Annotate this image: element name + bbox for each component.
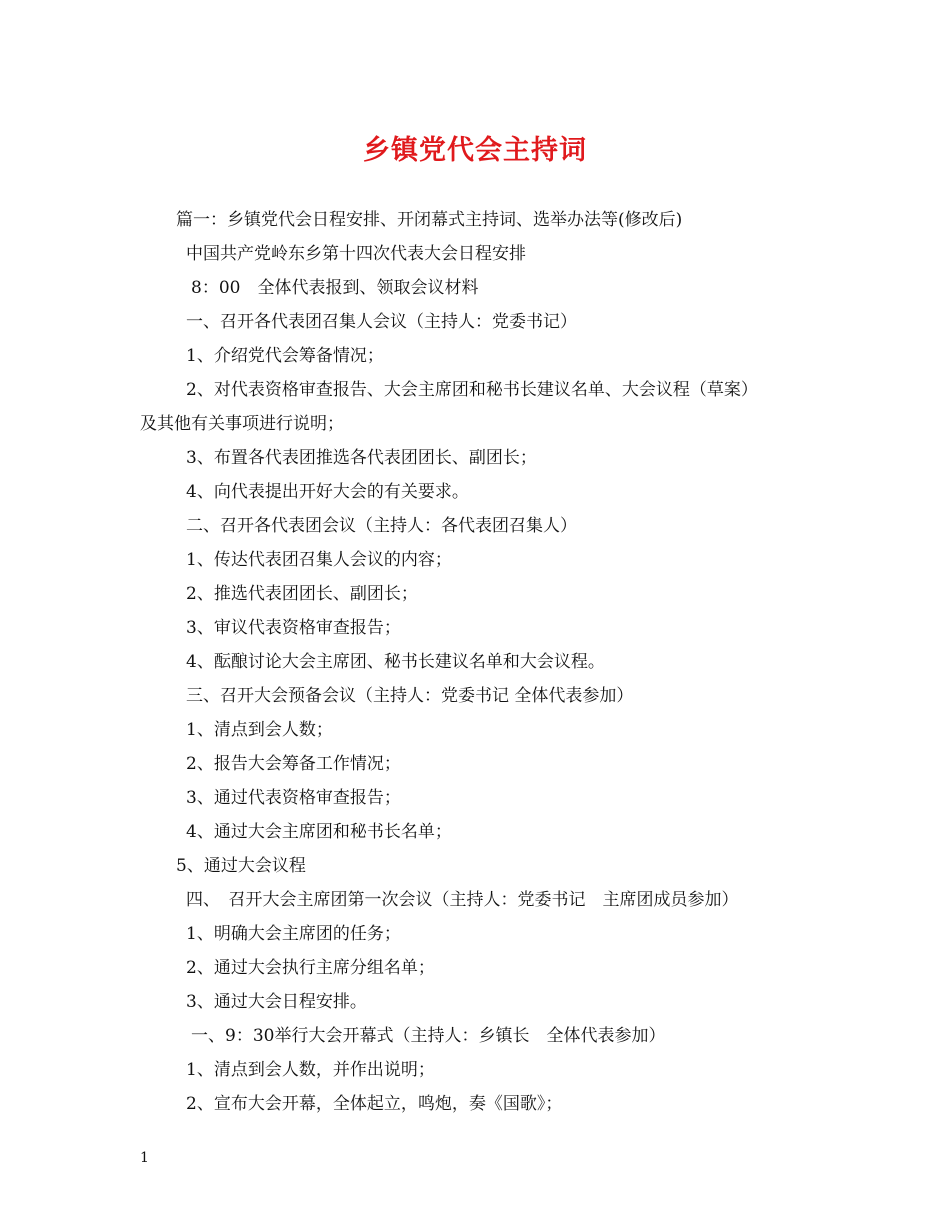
paragraph-line: 4、通过大会主席团和秘书长名单； bbox=[186, 822, 452, 842]
paragraph-line: 四、 召开大会主席团第一次会议（主持人：党委书记 主席团成员参加） bbox=[186, 890, 739, 910]
paragraph-line: 1、传达代表团召集人会议的内容； bbox=[186, 550, 452, 570]
paragraph-line: 一、召开各代表团召集人会议（主持人：党委书记） bbox=[186, 312, 577, 332]
paragraph-line: 2、对代表资格审查报告、大会主席团和秘书长建议名单、大会议程（草案） bbox=[186, 380, 758, 400]
paragraph-line: 5、通过大会议程 bbox=[176, 856, 306, 876]
paragraph-line: 4、向代表提出开好大会的有关要求。 bbox=[186, 482, 469, 502]
paragraph-line: 2、报告大会筹备工作情况； bbox=[186, 754, 401, 774]
document-title: 乡镇党代会主持词 bbox=[363, 135, 587, 166]
paragraph-line: 3、通过代表资格审查报告； bbox=[186, 788, 401, 808]
paragraph-line: 一、9：30举行大会开幕式（主持人：乡镇长 全体代表参加） bbox=[191, 1026, 666, 1046]
paragraph-line: 中国共产党岭东乡第十四次代表大会日程安排 bbox=[186, 244, 526, 264]
paragraph-line: 1、清点到会人数，并作出说明； bbox=[186, 1060, 435, 1080]
paragraph-line: 三、召开大会预备会议（主持人：党委书记 全体代表参加） bbox=[186, 686, 634, 706]
paragraph-line: 1、介绍党代会筹备情况； bbox=[186, 346, 384, 366]
document-body bbox=[140, 203, 820, 1121]
paragraph-line: 3、审议代表资格审查报告； bbox=[186, 618, 401, 638]
page-number: 1 bbox=[140, 1150, 149, 1166]
paragraph-line: 二、召开各代表团会议（主持人：各代表团召集人） bbox=[186, 516, 577, 536]
paragraph-line: 3、布置各代表团推选各代表团团长、副团长； bbox=[186, 448, 537, 468]
paragraph-line: 1、清点到会人数； bbox=[186, 720, 333, 740]
paragraph-line: 2、通过大会执行主席分组名单； bbox=[186, 958, 435, 978]
paragraph-line: 3、通过大会日程安排。 bbox=[186, 992, 367, 1012]
paragraph-line: 1、明确大会主席团的任务； bbox=[186, 924, 401, 944]
paragraph-line: 及其他有关事项进行说明； bbox=[140, 414, 344, 434]
paragraph-line: 2、推选代表团团长、副团长； bbox=[186, 584, 418, 604]
paragraph-line: 8：00 全体代表报到、领取会议材料 bbox=[191, 278, 479, 298]
paragraph-line: 篇一：乡镇党代会日程安排、开闭幕式主持词、选举办法等(修改后) bbox=[176, 210, 683, 230]
paragraph-line: 2、宣布大会开幕，全体起立，鸣炮，奏《国歌》； bbox=[186, 1094, 563, 1114]
paragraph-line: 4、酝酿讨论大会主席团、秘书长建议名单和大会议程。 bbox=[186, 652, 605, 672]
